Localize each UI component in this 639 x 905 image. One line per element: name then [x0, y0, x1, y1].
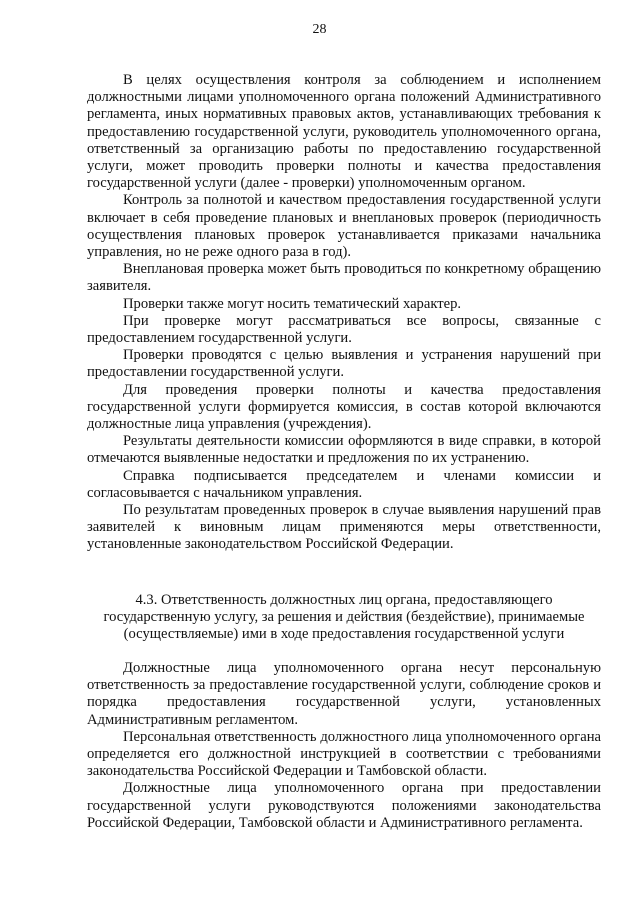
body-text	[87, 72, 601, 554]
paragraph: Проверки также могут носить тематический характер.	[123, 295, 462, 312]
section-text	[87, 660, 601, 832]
paragraph: В целях осуществления контроля за соблюдением и исполнением должностными лицами уполномоченного органа положений Административного регламента, иных нормативных правовых актов, устанавливающих требования к предоставлению государственной услуги, руководитель уполномоченного органа, ответственный за организацию работы по предоставлению государственной услуги, может проводить проверки полноты и качества предоставления государственной услуги (далее - проверки) уполномоченным органом.	[87, 72, 601, 192]
paragraph: Персональная ответственность должностного лица уполномоченного органа определяется его должностной инструкцией в соответствии с требованиями законодательства Российской Федерации и Тамбовской области.	[87, 728, 601, 780]
paragraph: Должностные лица уполномоченного органа при предоставлении государственной услуги руководствуются положениями законодательства Российской Федерации, Тамбовской области и Административного регламента.	[87, 780, 601, 831]
paragraph: Должностные лица уполномоченного органа несут персональную ответственность за предоставление государственной услуги, соблюдение сроков и порядка предоставления государственной услуги, установленных Административным регламентом.	[87, 660, 601, 728]
paragraph: Для проведения проверки полноты и качества предоставления государственной услуги формируется комиссия, в состав которой включаются должностные лица управления (учреждения).	[87, 381, 601, 433]
paragraph: Внеплановая проверка может быть проводиться по конкретному обращению заявителя.	[87, 261, 601, 295]
page-number: 28	[312, 22, 327, 37]
paragraph: По результатам проведенных проверок в случае выявления нарушений прав заявителей к виновным лицам применяются меры ответственности, установленные законодательством Российской Федерации.	[87, 502, 601, 553]
paragraph: Результаты деятельности комиссии оформляются в виде справки, в которой отмечаются выявленные недостатки и предложения по их устранению.	[87, 433, 601, 467]
section-heading: 4.3. Ответственность должностных лиц органа, предоставляющего государственную услугу, за решения и действия (бездействие), принимаемые (осуществляемые) ими в ходе предоставления государственной услуги	[103, 592, 585, 643]
paragraph: Проверки проводятся с целью выявления и устранения нарушений при предоставлении государственной услуги.	[87, 347, 601, 381]
paragraph: Контроль за полнотой и качеством предоставления государственной услуги включает в себя проведение плановых и внеплановых проверок (периодичность осуществления плановых проверок устанавливается приказами начальника управления, но не реже одного раза в год).	[87, 192, 601, 261]
paragraph: Справка подписывается председателем и членами комиссии и согласовывается с начальником управления.	[87, 467, 601, 501]
paragraph: При проверке могут рассматриваться все вопросы, связанные с предоставлением государственной услуги.	[87, 312, 601, 347]
